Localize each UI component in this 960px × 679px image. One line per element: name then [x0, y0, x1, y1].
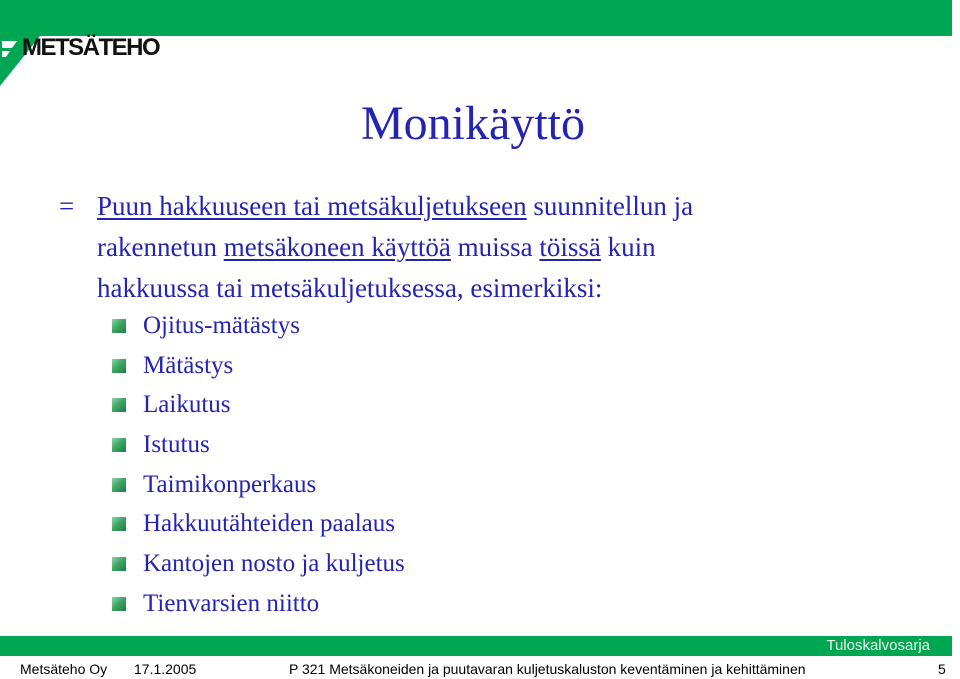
list-item-label: Istutus — [143, 431, 210, 459]
intro-line-2-pre: rakennetun — [97, 232, 224, 262]
list-item-label: Ojitus-mätästys — [143, 312, 300, 339]
underlined-phrase-1: Puun hakkuuseen tai metsäkuljetukseen — [97, 191, 527, 221]
list-item-label: Taimikonperkaus — [143, 470, 317, 498]
square-bullet-icon — [112, 319, 126, 333]
square-bullet-icon — [112, 359, 126, 373]
underlined-phrase-2: metsäkoneen käyttöä — [223, 232, 451, 262]
footer-page-number: 5 — [938, 661, 946, 677]
footer-green-band — [0, 636, 952, 656]
square-bullet-icon — [112, 557, 126, 571]
footer-org: Metsäteho Oy — [20, 661, 108, 677]
metsateho-logo — [0, 0, 160, 90]
list-item — [112, 584, 405, 624]
intro-line-2 — [97, 227, 939, 268]
square-bullet-icon — [112, 478, 126, 492]
intro-line-3: hakkuussa tai metsäkuljetuksessa, esimerkiksi: — [97, 273, 603, 303]
list-item-label: Laikutus — [143, 391, 231, 419]
intro-line-1-rest: suunnitellun ja — [526, 191, 694, 221]
list-item — [112, 504, 405, 544]
list-item — [112, 346, 405, 386]
intro-line-2-rest: kuin — [600, 232, 656, 262]
list-item-label: Mätästys — [143, 351, 234, 379]
list-item — [112, 425, 405, 465]
list-item — [112, 465, 405, 505]
example-list — [112, 306, 405, 624]
equals-sign: = — [59, 191, 75, 221]
slide-title: Monikäyttö — [361, 97, 585, 150]
square-bullet-icon — [112, 517, 126, 531]
series-label: Tuloskalvosarja — [826, 637, 930, 654]
list-item-label: Kantojen nosto ja kuljetus — [143, 550, 405, 578]
list-item-label: Hakkuutähteiden paalaus — [143, 510, 395, 538]
square-bullet-icon — [112, 398, 126, 412]
intro-line-1 — [97, 186, 939, 227]
footer-project: P 321 Metsäkoneiden ja puutavaran kuljetuskaluston keventäminen ja kehittäminen — [289, 661, 806, 677]
square-bullet-icon — [112, 597, 126, 611]
list-item-label: Tienvarsien niitto — [143, 589, 320, 617]
footer-date: 17.1.2005 — [134, 661, 197, 677]
intro-line-2-mid: muissa — [450, 232, 540, 262]
square-bullet-icon — [112, 438, 126, 452]
underlined-phrase-3: töissä — [539, 232, 601, 262]
list-item — [112, 306, 405, 346]
intro-paragraph — [59, 186, 939, 309]
logo-text: METSÄTEHO — [22, 34, 160, 61]
list-item — [112, 544, 405, 584]
list-item — [112, 385, 405, 425]
